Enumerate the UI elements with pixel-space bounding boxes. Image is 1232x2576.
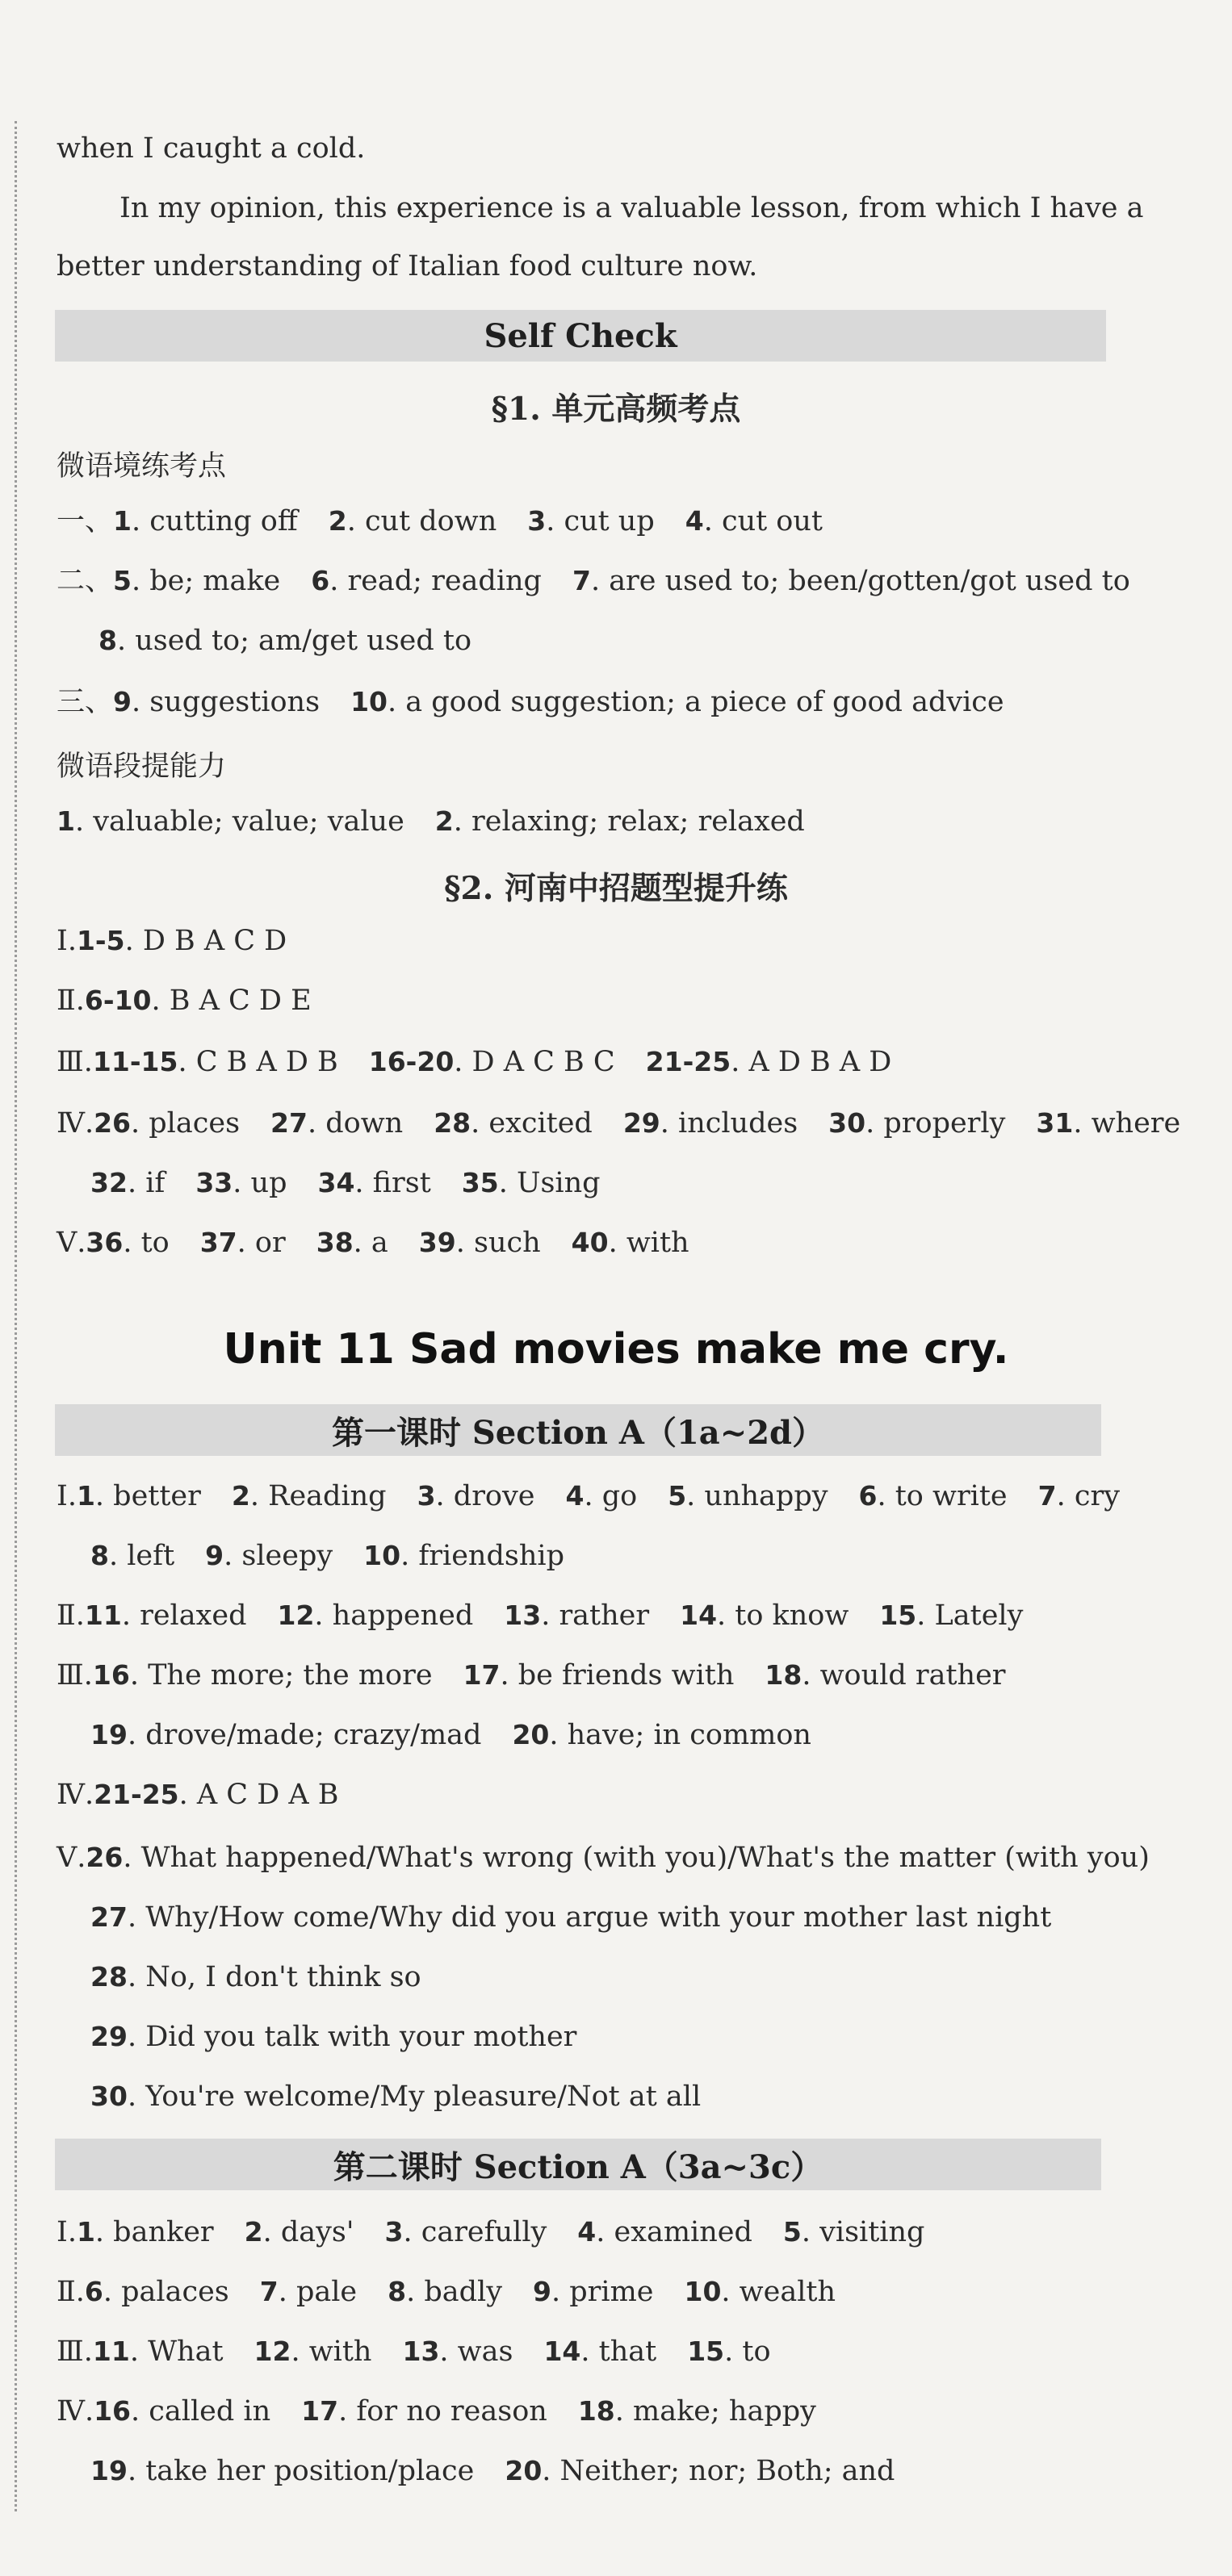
item-answer: . cry bbox=[1056, 1480, 1120, 1512]
item-answer: . The more; the more bbox=[129, 1659, 433, 1692]
item-answer: . go bbox=[584, 1480, 638, 1512]
item-answer: . or bbox=[237, 1227, 286, 1259]
answer-row bbox=[57, 1478, 1120, 1514]
item-answer: . No, I don't think so bbox=[127, 1961, 421, 1993]
item-number: 29 bbox=[90, 2021, 128, 2052]
item-number: 3 bbox=[417, 1480, 436, 1512]
section-2-title: §2. 河南中招题型提升练 bbox=[444, 870, 788, 907]
row-prefix: Ⅲ. bbox=[57, 2336, 93, 2368]
answer-row bbox=[57, 1598, 1023, 1633]
item-number: 5 bbox=[113, 565, 132, 596]
item-number: 26 bbox=[94, 1107, 132, 1139]
lesson-2-title: 第二课时 Section A（3a~3c） bbox=[333, 2147, 823, 2186]
item-number: 27 bbox=[90, 1901, 128, 1933]
item-number: 27 bbox=[270, 1107, 308, 1139]
answer-row bbox=[57, 983, 312, 1018]
row-prefix: Ⅰ. bbox=[57, 925, 77, 957]
item-number: 16 bbox=[92, 1659, 130, 1691]
item-answer: . B A C D E bbox=[151, 985, 312, 1017]
intro-line-3: better understanding of Italian food culture now. bbox=[57, 250, 758, 282]
item-answer: . such bbox=[455, 1227, 541, 1259]
item-answer: . examined bbox=[596, 2216, 752, 2248]
row-prefix: Ⅰ. bbox=[57, 1480, 77, 1512]
item-number: 3 bbox=[527, 505, 547, 537]
item-number: 33 bbox=[195, 1167, 233, 1198]
item-answer: . prime bbox=[551, 2276, 654, 2308]
answer-row bbox=[90, 2453, 895, 2489]
row-prefix: Ⅳ. bbox=[57, 1779, 94, 1811]
row-prefix: Ⅰ. bbox=[57, 2216, 77, 2248]
row-prefix: Ⅱ. bbox=[57, 1600, 85, 1632]
item-answer: . read; reading bbox=[329, 565, 542, 597]
item-answer: . places bbox=[131, 1107, 241, 1140]
item-number: 29 bbox=[622, 1107, 660, 1139]
item-number: 26 bbox=[86, 1842, 124, 1873]
item-number: 18 bbox=[765, 1659, 802, 1691]
answer-row bbox=[57, 2334, 771, 2369]
item-number: 2 bbox=[434, 805, 454, 837]
item-number: 19 bbox=[90, 2455, 128, 2486]
item-answer: . You're welcome/My pleasure/Not at all bbox=[127, 2080, 702, 2113]
item-number: 20 bbox=[512, 1719, 550, 1750]
item-answer: . would rather bbox=[802, 1659, 1006, 1692]
item-number: 6-10 bbox=[84, 985, 152, 1016]
item-number: 21-25 bbox=[645, 1046, 731, 1077]
answer-row bbox=[57, 2394, 816, 2429]
item-answer: . for no reason bbox=[338, 2395, 547, 2428]
item-number: 35 bbox=[461, 1167, 499, 1198]
item-number: 7 bbox=[259, 2276, 279, 2307]
unit-title: Unit 11 Sad movies make me cry. bbox=[223, 1325, 1009, 1374]
item-answer: . Reading bbox=[249, 1480, 387, 1512]
self-check-heading bbox=[55, 310, 1106, 362]
item-number: 38 bbox=[316, 1227, 354, 1258]
item-number: 36 bbox=[86, 1227, 124, 1258]
item-answer: . visiting bbox=[801, 2216, 925, 2248]
item-answer: . What bbox=[129, 2336, 224, 2368]
row-prefix: Ⅱ. bbox=[57, 2276, 85, 2308]
item-answer: . cut out bbox=[703, 505, 823, 537]
item-number: 11 bbox=[92, 2336, 130, 2367]
item-number: 39 bbox=[418, 1227, 456, 1258]
answer-row bbox=[90, 1717, 811, 1753]
item-answer: . palaces bbox=[103, 2276, 229, 2308]
item-number: 9 bbox=[205, 1540, 224, 1571]
item-number: 5 bbox=[668, 1480, 687, 1512]
answer-row bbox=[57, 684, 1004, 720]
answer-row bbox=[57, 804, 805, 839]
answer-row bbox=[57, 1044, 891, 1080]
item-answer: . excited bbox=[471, 1107, 593, 1140]
item-number: 1 bbox=[76, 2216, 95, 2248]
answer-row bbox=[57, 2274, 836, 2310]
lesson-1-heading bbox=[55, 1404, 1101, 1456]
item-number: 31 bbox=[1036, 1107, 1074, 1139]
item-answer: . to bbox=[724, 2336, 771, 2368]
answer-row bbox=[90, 1900, 1051, 1935]
item-number: 8 bbox=[90, 1540, 109, 1571]
item-answer: . happened bbox=[314, 1600, 474, 1632]
row-prefix: Ⅳ. bbox=[57, 2395, 94, 2428]
item-number: 18 bbox=[577, 2395, 615, 2427]
item-number: 34 bbox=[317, 1167, 355, 1198]
item-answer: . used to; am/get used to bbox=[116, 625, 472, 657]
item-answer: . with bbox=[291, 2336, 372, 2368]
item-number: 8 bbox=[388, 2276, 407, 2307]
item-answer: . cutting off bbox=[131, 505, 298, 537]
item-number: 12 bbox=[254, 2336, 291, 2367]
item-number: 6 bbox=[311, 565, 330, 596]
section-1-subhead-b: 微语段提能力 bbox=[57, 751, 227, 783]
item-answer: . Lately bbox=[916, 1600, 1024, 1632]
item-answer: . rather bbox=[541, 1600, 650, 1632]
item-answer: . properly bbox=[865, 1107, 1006, 1140]
item-answer: . drove/made; crazy/mad bbox=[127, 1719, 482, 1751]
item-answer: . to know bbox=[717, 1600, 849, 1632]
intro-line-2: In my opinion, this experience is a valuable lesson, from which I have a bbox=[119, 192, 1144, 224]
item-answer: . A C D A B bbox=[178, 1779, 339, 1811]
item-answer: . better bbox=[94, 1480, 201, 1512]
answer-row bbox=[57, 1106, 1180, 1141]
answer-row bbox=[57, 1777, 339, 1813]
item-number: 32 bbox=[90, 1167, 128, 1198]
item-answer: . be friends with bbox=[500, 1659, 735, 1692]
item-answer: . if bbox=[127, 1167, 166, 1199]
item-answer: . take her position/place bbox=[127, 2455, 475, 2487]
item-answer: . a good suggestion; a piece of good advice bbox=[388, 686, 1004, 718]
item-number: 16 bbox=[94, 2395, 132, 2427]
item-number: 2 bbox=[231, 1480, 250, 1512]
row-prefix: Ⅱ. bbox=[57, 985, 85, 1017]
item-number: 10 bbox=[684, 2276, 722, 2307]
item-answer: . are used to; been/gotten/got used to bbox=[590, 565, 1130, 597]
item-answer: . relaxing; relax; relaxed bbox=[453, 805, 805, 838]
item-number: 6 bbox=[84, 2276, 103, 2307]
answer-row bbox=[57, 563, 1130, 599]
item-answer: . with bbox=[608, 1227, 689, 1259]
item-answer: . that bbox=[580, 2336, 657, 2368]
item-answer: . valuable; value; value bbox=[74, 805, 404, 838]
row-prefix: Ⅳ. bbox=[57, 1107, 94, 1140]
item-number: 7 bbox=[1037, 1480, 1057, 1512]
item-number: 1 bbox=[57, 805, 75, 837]
item-answer: . pale bbox=[278, 2276, 358, 2308]
item-answer: . friendship bbox=[400, 1540, 564, 1572]
item-number: 4 bbox=[565, 1480, 585, 1512]
item-number: 2 bbox=[328, 505, 347, 537]
row-prefix: 二、 bbox=[57, 565, 114, 597]
answer-row bbox=[57, 2214, 924, 2250]
answer-row bbox=[57, 1658, 1006, 1693]
item-number: 4 bbox=[577, 2216, 597, 2248]
item-answer: . drove bbox=[435, 1480, 535, 1512]
item-number: 1-5 bbox=[76, 925, 125, 956]
row-prefix: Ⅲ. bbox=[57, 1046, 93, 1078]
item-number: 17 bbox=[463, 1659, 501, 1691]
item-number: 12 bbox=[277, 1600, 315, 1631]
item-number: 10 bbox=[363, 1540, 401, 1571]
item-answer: . cut down bbox=[346, 505, 497, 537]
item-answer: . up bbox=[233, 1167, 287, 1199]
item-answer: . What happened/What's wrong (with you)/What's the matter (with you) bbox=[123, 1842, 1150, 1874]
intro-line-1: when I caught a cold. bbox=[57, 132, 366, 165]
item-number: 9 bbox=[533, 2276, 551, 2307]
item-answer: . badly bbox=[406, 2276, 503, 2308]
item-number: 40 bbox=[571, 1227, 609, 1258]
lesson-1-title: 第一课时 Section A（1a~2d） bbox=[331, 1413, 825, 1452]
item-number: 28 bbox=[90, 1961, 128, 1993]
item-answer: . left bbox=[108, 1540, 175, 1572]
item-answer: . unhappy bbox=[686, 1480, 828, 1512]
item-number: 9 bbox=[113, 686, 132, 717]
item-number: 15 bbox=[879, 1600, 917, 1631]
item-answer: . Why/How come/Why did you argue with your mother last night bbox=[127, 1901, 1052, 1934]
item-number: 13 bbox=[504, 1600, 542, 1631]
item-answer: . a bbox=[353, 1227, 388, 1259]
item-number: 14 bbox=[543, 2336, 581, 2367]
item-answer: . be; make bbox=[131, 565, 281, 597]
answer-row bbox=[57, 1840, 1150, 1876]
answer-row bbox=[57, 504, 823, 539]
item-number: 20 bbox=[505, 2455, 543, 2486]
item-number: 30 bbox=[828, 1107, 866, 1139]
item-answer: . banker bbox=[94, 2216, 214, 2248]
item-answer: . relaxed bbox=[121, 1600, 247, 1632]
item-answer: . where bbox=[1073, 1107, 1181, 1140]
item-answer: . down bbox=[307, 1107, 404, 1140]
self-check-title: Self Check bbox=[484, 316, 677, 355]
item-answer: . sleepy bbox=[224, 1540, 333, 1572]
item-answer: . carefully bbox=[403, 2216, 547, 2248]
item-answer: . suggestions bbox=[131, 686, 321, 718]
item-number: 8 bbox=[98, 625, 117, 656]
section-1-title: §1. 单元高频考点 bbox=[491, 391, 741, 428]
item-number: 30 bbox=[90, 2080, 128, 2112]
item-answer: . days' bbox=[262, 2216, 354, 2248]
row-prefix: 一、 bbox=[57, 505, 114, 537]
item-answer: . Neither; nor; Both; and bbox=[542, 2455, 895, 2487]
item-number: 1 bbox=[113, 505, 132, 537]
item-number: 3 bbox=[384, 2216, 404, 2248]
answer-row bbox=[57, 1225, 689, 1261]
answer-row bbox=[90, 2019, 576, 2055]
item-answer: . Using bbox=[498, 1167, 601, 1199]
answer-row bbox=[90, 2079, 701, 2114]
item-number: 1 bbox=[76, 1480, 95, 1512]
margin-dotted-rule bbox=[15, 121, 17, 2511]
item-answer: . called in bbox=[131, 2395, 271, 2428]
item-number: 10 bbox=[350, 686, 388, 717]
item-answer: . cut up bbox=[546, 505, 655, 537]
item-number: 17 bbox=[301, 2395, 339, 2427]
lesson-2-heading bbox=[55, 2139, 1101, 2190]
item-number: 37 bbox=[199, 1227, 237, 1258]
item-answer: . was bbox=[439, 2336, 513, 2368]
item-number: 5 bbox=[782, 2216, 802, 2248]
item-number: 13 bbox=[402, 2336, 440, 2367]
item-number: 11 bbox=[84, 1600, 122, 1631]
answer-row bbox=[98, 623, 471, 659]
section-1-subhead-a: 微语境练考点 bbox=[57, 450, 227, 483]
item-answer: . wealth bbox=[721, 2276, 836, 2308]
item-number: 14 bbox=[680, 1600, 718, 1631]
item-answer: . to bbox=[123, 1227, 170, 1259]
item-number: 15 bbox=[687, 2336, 725, 2367]
item-number: 28 bbox=[434, 1107, 471, 1139]
item-answer: . make; happy bbox=[614, 2395, 816, 2428]
item-answer: . have; in common bbox=[549, 1719, 811, 1751]
row-prefix: 三、 bbox=[57, 686, 114, 718]
answer-row bbox=[90, 1538, 564, 1574]
item-number: 2 bbox=[244, 2216, 263, 2248]
item-answer: . to write bbox=[877, 1480, 1008, 1512]
item-number: 16-20 bbox=[368, 1046, 455, 1077]
item-number: 19 bbox=[90, 1719, 128, 1750]
item-answer: . first bbox=[354, 1167, 431, 1199]
answer-row bbox=[57, 923, 287, 959]
answer-row bbox=[90, 1165, 601, 1201]
item-number: 7 bbox=[572, 565, 591, 596]
answer-row bbox=[90, 1959, 421, 1995]
row-prefix: Ⅲ. bbox=[57, 1659, 93, 1692]
item-answer: . D B A C D bbox=[124, 925, 287, 957]
item-number: 6 bbox=[858, 1480, 878, 1512]
item-answer: . includes bbox=[660, 1107, 798, 1140]
item-number: 4 bbox=[685, 505, 704, 537]
item-answer: . Did you talk with your mother bbox=[127, 2021, 577, 2053]
item-number: 11-15 bbox=[92, 1046, 178, 1077]
item-answer: . A D B A D bbox=[731, 1046, 892, 1078]
row-prefix: Ⅴ. bbox=[57, 1227, 86, 1259]
item-answer: . D A C B C bbox=[454, 1046, 615, 1078]
item-number: 21-25 bbox=[94, 1779, 179, 1810]
row-prefix: Ⅴ. bbox=[57, 1842, 86, 1874]
item-answer: . C B A D B bbox=[178, 1046, 338, 1078]
